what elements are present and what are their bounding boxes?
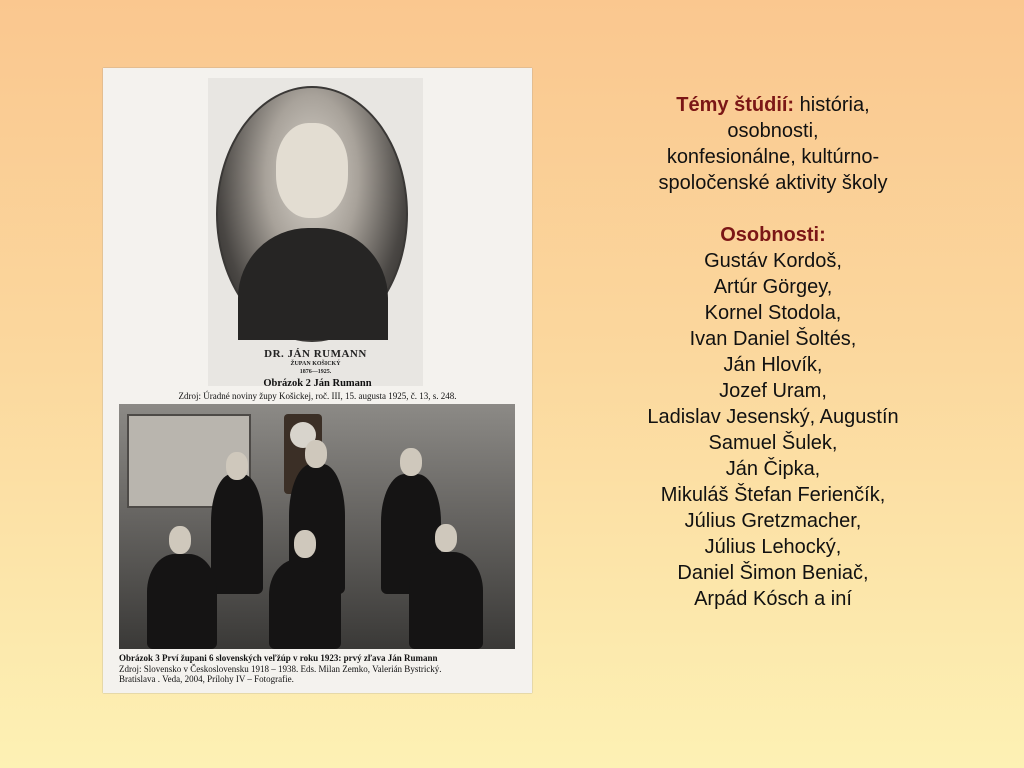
portrait-body [238, 228, 388, 340]
person-item: Artúr Görgey, [713, 276, 833, 298]
person-seated-3 [409, 552, 483, 649]
photo-panel [103, 68, 532, 693]
person-item: Gustáv Kordoš, [704, 250, 842, 272]
figure3-source-1: Zdroj: Slovensko v Československu 1918 – 1938. Eds. Milan Zemko, Valerián Bystrický. [119, 663, 442, 674]
person-item: Samuel Šulek, [708, 432, 838, 454]
portrait-oval-frame [216, 86, 408, 342]
person-head [435, 524, 457, 552]
person-head [169, 526, 191, 554]
person-standing-1 [211, 474, 263, 594]
topics-item-4: spoločenské aktivity školy [658, 172, 888, 194]
figure2-source: Zdroj: Úradné noviny župy Košickej, roč. III, 15. augusta 1925, č. 13, s. 248. [178, 391, 457, 401]
person-item: Mikuláš Štefan Ferienčík, [660, 484, 886, 506]
person-head [400, 448, 422, 476]
portrait-name: DR. JÁN RUMANN [264, 348, 367, 360]
portrait-subtitle: ŽUPAN KOŠICKÝ [290, 361, 341, 367]
person-item: Kornel Stodola, [704, 302, 842, 324]
person-head [305, 440, 327, 468]
person-item: Arpád Kósch a iní [694, 588, 852, 610]
portrait-caption [208, 348, 423, 376]
topics-item-3: konfesionálne, kultúrno- [666, 146, 880, 168]
topics-item-2: osobnosti, [727, 120, 819, 142]
person-item: Július Lehocký, [704, 536, 842, 558]
topics-item-1: história, [794, 94, 870, 116]
person-item: Ivan Daniel Šoltés, [689, 328, 857, 350]
portrait-face [276, 123, 348, 218]
portrait-photo [208, 78, 423, 386]
text-block [560, 92, 986, 612]
topics-line-1 [560, 92, 986, 118]
person-item: Ján Čipka, [725, 458, 821, 480]
person-seated-2 [269, 559, 341, 649]
portrait-years: 1876—1925. [299, 369, 332, 375]
person-item: Ján Hlovík, [723, 354, 823, 376]
person-head [294, 530, 316, 558]
figure3-source-2: Bratislava . Veda, 2004, Prílohy IV – Fotografie. [119, 674, 294, 684]
person-item: Július Gretzmacher, [684, 510, 862, 532]
person-head [226, 452, 248, 480]
person-seated-1 [147, 554, 217, 649]
person-item: Jozef Uram, [719, 380, 827, 402]
figure3-title: Obrázok 3 Prví župani 6 slovenských veľžúp v roku 1923: prvý zľava Ján Rumann [119, 653, 438, 663]
person-item: Daniel Šimon Beniač, [677, 562, 869, 584]
spacer [560, 196, 986, 222]
person-item: Ladislav Jesenský, Augustín [647, 406, 899, 428]
group-photo [119, 404, 515, 649]
figure3-caption [119, 653, 515, 685]
people-label: Osobnosti: [720, 224, 826, 246]
figure2-title: Obrázok 2 Ján Rumann [263, 378, 372, 389]
topics-label: Témy štúdií: [676, 94, 795, 116]
